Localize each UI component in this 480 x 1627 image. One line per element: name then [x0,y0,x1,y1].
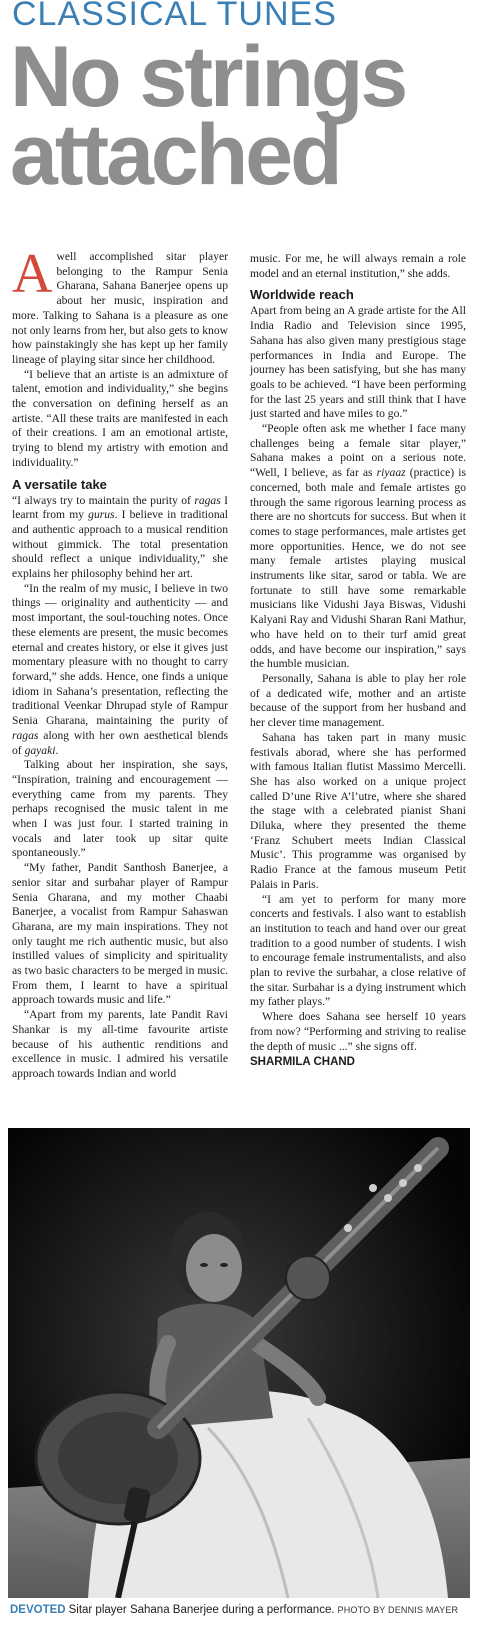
drop-cap: A [12,243,53,305]
article-paragraph: Talking about her inspiration, she says, “Inspiration, training and encouragement — everything came from my parents. They perhaps recognised the music talent in me when I was just four. I started training in vocals and later took up sitar quite spontaneously.” [12,758,228,860]
headline-line-1: No strings [10,29,406,125]
intro-paragraph: A well accomplished sitar player belonging to the Rampur Senia Gharana, Sahana Banerjee opens up about her music, inspiration and more. Talking to Sahana is a pleasure as one not only learns from her, but also gets to know how painstakingly she has kept up her family lineage of playing sitar since her childhood. [12,243,228,366]
author-byline: SHARMILA CHAND [250,1056,355,1069]
section-kicker: CLASSICAL TUNES [12,0,337,33]
article-paragraph: Sahana has taken part in many music festivals aborad, where she has performed with famous Italian flutist Massimo Mercelli. She has also worked on a unique project called D’une Rive A’l’utre, where she shared the stage with a celebrated pianist Shani Diluka, where they presented the theme ‘Franz Schubert meets Indian Classical Music’. This programme was organised by Radio France at the famous museum Petit Palais in Paris. [250,730,466,891]
headline [10,29,470,203]
photo-credit: PHOTO BY DENNIS MAYER [337,1605,459,1615]
performance-photo [8,1128,470,1598]
article-column-left [12,243,228,1082]
sitar-player-illustration [8,1128,470,1598]
article-paragraph: “In the realm of my music, I believe in two things — originality and authenticity — and most important, the soul-touching notes. Once these elements are present, the music becomes eternal and creates history, or else it gives just momentary pleasure with no thought to carry forward,” she adds. Hence, one finds a unique idiom in Sahana’s presentation, reflecting the traditional Veenkar Dhrupad style of Rampur Senia Gharana, maintaining the purity of ragas along with her own aesthetical blends of gayaki. [12,581,228,757]
caption-text: Sitar player Sahana Banerjee during a performance. [68,1604,335,1616]
article-paragraph: Apart from being an A grade artiste for the All India Radio and Television since 1995, Sahana has also given many prestigious stage performances in India and Europe. The journey has been satisfying, but she has many goals to be achieved. “I have been performing for the last 25 years and still think that I have just started and have miles to go.” [250,304,466,421]
article-paragraph: “My father, Pandit Santhosh Banerjee, a senior sitar and surbahar player of Rampur Senia Gharana, and my mother Chaabi Banerjee, a vocalist from Rampur Sahaswan Gharana, are my main inspirations. They not only taught me rich authentic music, but also instilled values of simplicity and spirituality as two basic characters to be merged in music. From them, I learnt to have a spiritual approach towards music and life.” [12,861,228,1007]
article-paragraph: music. For me, he will always remain a role model and an eternal institution,” she adds. [250,252,466,280]
article-paragraph: “I am yet to perform for many more concerts and festivals. I also want to establish an institution to teach and hand over our great tradition to a good number of students. I wish to encourage female instrumentalists, and also plan to revive the surbahar, a close relative of the sitar. Surbahar is a dying instrument which my father plays.” [250,892,466,1009]
headline-line-2: attached [10,107,340,203]
article-paragraph: “Apart from my parents, late Pandit Ravi Shankar is my all-time favourite artiste because of his authentic renditions and excellence in music. I admired his versatile approach towards Indian and world [12,1008,228,1080]
article-paragraph: “I believe that an artiste is an admixture of talent, emotion and individuality,” she begins the conversation on defining herself as an artiste. “All these traits are manifested in each of their creations. I am an emotional artiste, trying to blend my artistry with emotion and individuality.” [12,367,228,469]
article-paragraph: “People often ask me whether I face many challenges being a female sitar player,” Sahana makes a point on a serious note. “Well, I believe, as far as riyaaz (practice) is concerned, both male and female artistes go through the same rigorous learning process as there are no shortcuts for success. But when it comes to stage performances, male artistes get more opportunities. Hence, we do not see many female artistes playing musical instruments like sitar, sarod or tabla. We are fortunate to still have some remarkable musicians like Vidushi Jaya Biswas, Vidushi Kalyani Ray and Vidushi Sharan Rani Mathur, who have held on to their turf amid great odds, and have become our inspiration,” says the humble musician. [250,422,466,671]
article-column-right [250,252,466,1070]
article-paragraph: “I always try to maintain the purity of ragas I learnt from my gurus. I believe in traditional and authentic approach to a musical rendition without gimmick. The total presentation should reflect a unique individuality,” she explains her philosophy behind her art. [12,493,228,581]
caption-label: DEVOTED [10,1604,66,1616]
photo-caption [10,1602,472,1618]
subhead-versatile-take: A versatile take [12,476,107,492]
subhead-worldwide-reach: Worldwide reach [250,287,354,303]
article-paragraph: Personally, Sahana is able to play her role of a dedicated wife, mother and an artiste because of the support from her husband and her clever time management. [250,671,466,730]
article-paragraph: Where does Sahana see herself 10 years from now? “Performing and striving to realise the depth of music ...” she signs off. [250,1010,466,1053]
